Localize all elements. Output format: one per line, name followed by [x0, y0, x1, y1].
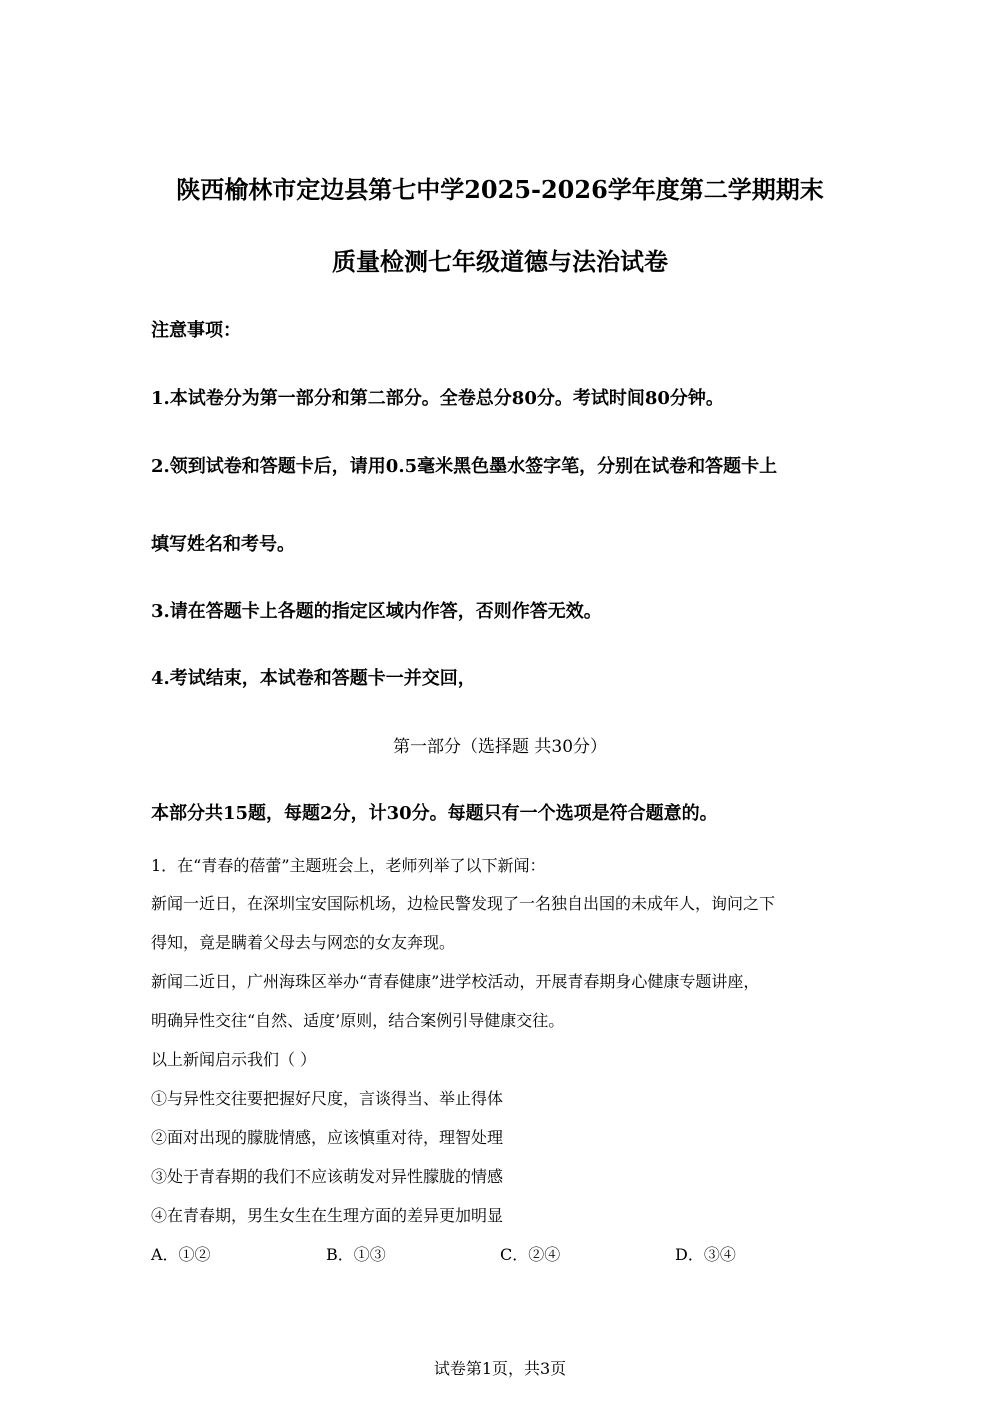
question-statement: ③处于青春期的我们不应该萌发对异性朦胧的情感 — [151, 1167, 504, 1186]
part1-instruction: 本部分共15题，每题2分，计30分。每题只有一个选项是符合题意的。 — [151, 803, 718, 824]
notice-item: 1.本试卷分为第一部分和第二部分。全卷总分80分。考试时间80分钟。 — [151, 388, 724, 409]
page-footer: 试卷第1页，共3页 — [433, 1359, 567, 1378]
exam-title-line-1: 陕西榆林市定边县第七中学2025-2026学年度第二学期期末 — [176, 175, 824, 204]
question-statement: ④在青春期，男生女生在生理方面的差异更加明显 — [151, 1206, 504, 1225]
question-line: 新闻二近日，广州海珠区举办“青春健康”进学校活动，开展青春期身心健康专题讲座， — [151, 972, 760, 991]
notice-item: 4.考试结束，本试卷和答题卡一并交回， — [151, 668, 476, 689]
question-line: 以上新闻启示我们（ ） — [151, 1050, 317, 1069]
option-c: C．②④ — [500, 1245, 561, 1264]
option-a: A．①② — [151, 1245, 211, 1264]
notice-item: 填写姓名和考号。 — [151, 534, 295, 555]
option-b: B．①③ — [326, 1245, 386, 1264]
question-statement: ①与异性交往要把握好尺度，言谈得当、举止得体 — [151, 1089, 504, 1108]
notice-item: 2.领到试卷和答题卡后，请用0.5毫米黑色墨水签字笔，分别在试卷和答题卡上 — [151, 456, 778, 477]
exam-title-line-2: 质量检测七年级道德与法治试卷 — [332, 247, 668, 276]
question-line: 新闻一近日，在深圳宝安国际机场，边检民警发现了一名独自出国的未成年人，询问之下 — [151, 894, 776, 913]
question-statement: ②面对出现的朦胧情感，应该慎重对待，理智处理 — [151, 1128, 504, 1147]
question-stem: 1．在“青春的蓓蕾”主题班会上，老师列举了以下新闻： — [151, 856, 546, 875]
option-d: D．③④ — [675, 1245, 736, 1264]
notice-item: 3.请在答题卡上各题的指定区域内作答，否则作答无效。 — [151, 601, 602, 622]
notice-heading: 注意事项： — [151, 320, 241, 341]
question-line: 明确异性交往“自然、适度’原则，结合案例引导健康交往。 — [151, 1011, 565, 1030]
part1-heading: 第一部分（选择题 共30分） — [392, 737, 608, 757]
question-line: 得知，竟是瞒着父母去与网恋的女友奔现。 — [151, 933, 456, 952]
